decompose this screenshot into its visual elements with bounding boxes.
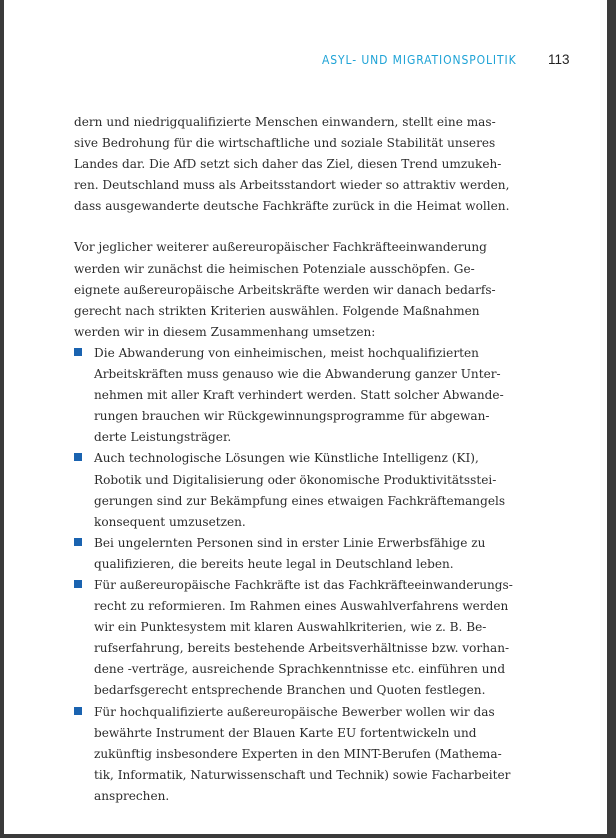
text-line: Vor jeglicher weiterer außereuropäischer Fachkräfteeinwanderung [74,240,487,255]
text-line: Arbeitskräften muss genauso wie die Abwanderung ganzer Unter- [94,367,501,382]
text-line: rufserfahrung, bereits bestehende Arbeitsverhältnisse bzw. vorhan- [94,641,510,656]
text-line: rungen brauchen wir Rückgewinnungsprogramme für abgewan- [94,409,490,424]
body-text [74,112,513,807]
list-item [74,448,506,532]
text-line: Robotik und Digitalisierung oder ökonomische Produktivitätsstei- [94,472,497,487]
text-line: Landes dar. Die AfD setzt sich daher das Ziel, diesen Trend umzukeh- [74,157,502,172]
square-bullet-icon [74,580,82,588]
text-line: bedarfsgerecht entsprechende Branchen und Quoten festlegen. [94,683,486,698]
text-line: Für außereuropäische Fachkräfte ist das Fachkräfteeinwanderungs- [94,577,513,592]
square-bullet-icon [74,453,82,461]
text-line: ren. Deutschland muss als Arbeitsstandort wieder so attraktiv werden, [74,178,510,193]
text-line: tik, Informatik, Naturwissenschaft und Technik) sowie Facharbeiter [94,767,511,782]
paragraph [74,112,510,217]
text-line: dass ausgewanderte deutsche Fachkräfte zurück in die Heimat wollen. [74,199,510,214]
square-bullet-icon [74,707,82,715]
text-line: wir ein Punktesystem mit klaren Auswahlkriterien, wie z. B. Be- [94,620,487,635]
text-line: werden wir zunächst die heimischen Potenziale ausschöpfen. Ge- [74,261,475,276]
paragraph [74,237,494,342]
text-line: dene -verträge, ausreichende Sprachkenntnisse etc. einführen und [94,662,506,677]
running-header-section: ASYL- UND MIGRATIONSPOLITIK [322,53,517,67]
text-line: Die Abwanderung von einheimischen, meist hochqualifizierten [94,345,479,360]
text-line: Bei ungelernten Personen sind in erster Linie Erwerbsfähige zu [94,535,486,550]
document-page [4,0,607,834]
text-line: Für hochqualifizierte außereuropäische Bewerber wollen wir das [94,704,495,719]
text-line: gerungen sind zur Bekämpfung eines etwaigen Fachkräftemangels [94,493,506,508]
bullet-list [74,343,513,807]
text-line: zukünftig insbesondere Experten in den MINT-Berufen (Mathema- [94,746,502,761]
text-line: konsequent umzusetzen. [94,514,246,529]
square-bullet-icon [74,538,82,546]
list-item [74,575,513,702]
text-line: sive Bedrohung für die wirtschaftliche und soziale Stabilität unseres [74,136,496,151]
list-item [74,533,494,575]
text-line: ansprechen. [94,788,170,803]
square-bullet-icon [74,348,82,356]
text-line: Auch technologische Lösungen wie Künstliche Intelligenz (KI), [94,451,479,466]
text-line: gerecht nach strikten Kriterien auswählen. Folgende Maßnahmen [74,303,480,318]
text-line: derte Leistungsträger. [94,430,232,445]
text-line: bewährte Instrument der Blauen Karte EU fortentwickeln und [94,725,477,740]
text-line: qualifizieren, die bereits heute legal in Deutschland leben. [94,556,454,571]
page-number: 113 [548,52,570,67]
list-item [74,702,511,807]
viewer-background [607,0,616,838]
text-line: dern und niedrigqualifizierte Menschen einwandern, stellt eine mas- [74,115,496,129]
list-item [74,343,504,448]
text-line: nehmen mit aller Kraft verhindert werden. Statt solcher Abwande- [94,388,504,403]
text-line: eignete außereuropäische Arbeitskräfte werden wir danach bedarfs- [74,282,496,297]
text-line: werden wir in diesem Zusammenhang umsetzen: [74,324,376,339]
text-line: recht zu reformieren. Im Rahmen eines Auswahlverfahrens werden [94,599,509,614]
